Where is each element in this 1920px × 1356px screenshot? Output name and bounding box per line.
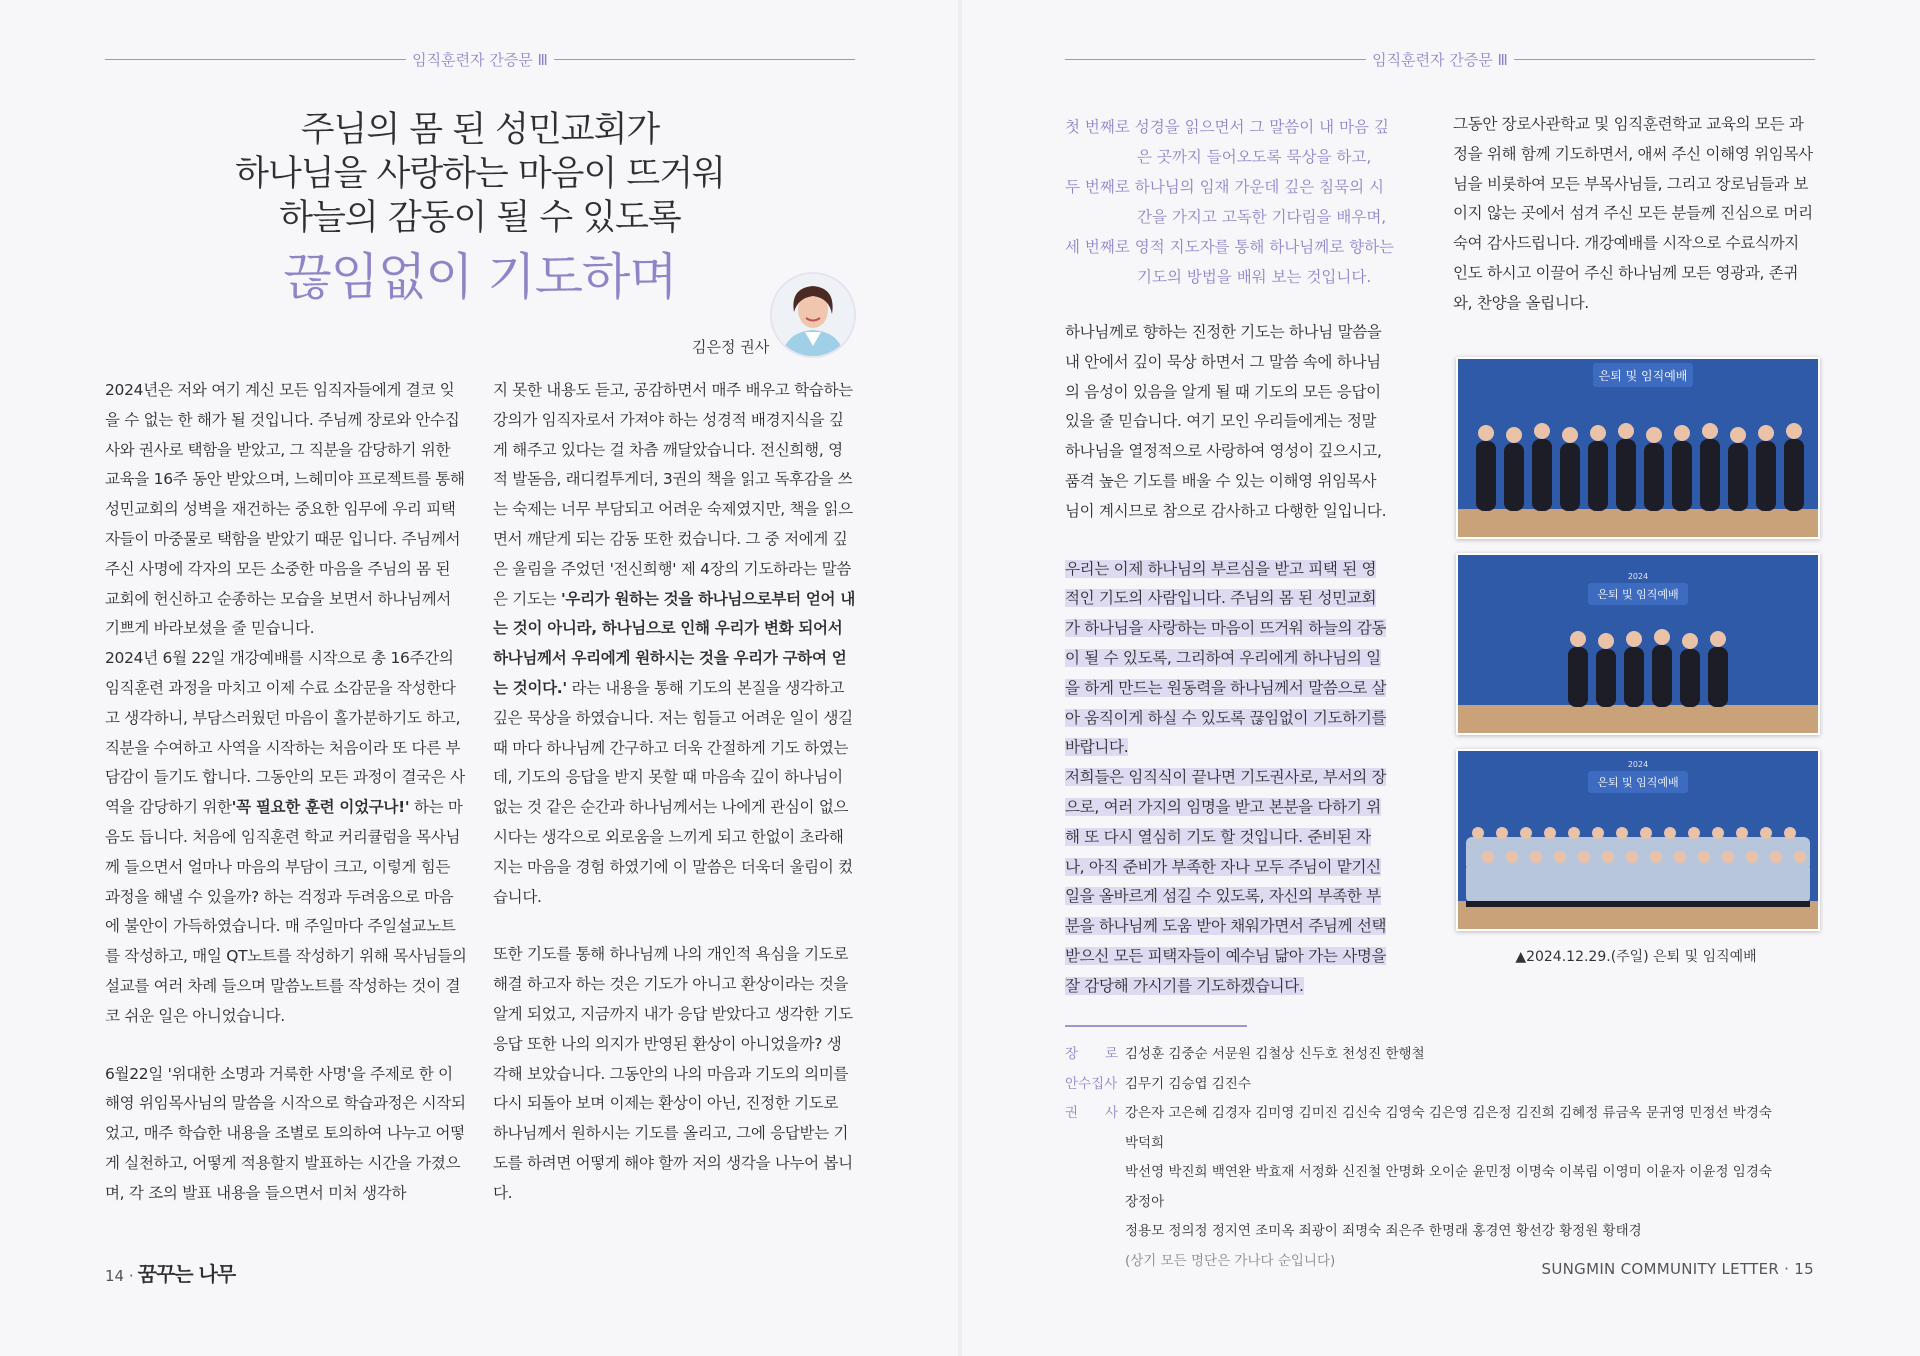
header-rule: [1514, 59, 1815, 60]
paragraph: 2024년은 저와 여기 계신 모든 임직자들에게 결코 잊을 수 없는 한 해가 될 것입니다. 주님께 장로와 안수집사와 권사로 택함을 받았고, 그 직분을 감당하기 위한 교육을 16주 동안 받았으며, 느헤미야 프로젝트를 통해 성민교회의 성벽을 재건하는 중요한 임무에 우리 피택자들이 마중물로 택함을 받았기 때문 입니다. 주님께서 주신 사명에 각자의 모든 소중한 마음을 주님의 몸 된 교회에 헌신하고 순종하는 모습을 보면서 하나님께서 기쁘게 바라보셨을 줄 믿습니다.: [105, 381, 465, 638]
stage-banner: 은퇴 및 임직예배: [1597, 776, 1679, 789]
body-column-1: [105, 376, 467, 1209]
roster-names: 강은자 고은혜 김경자 김미영 김미진 김신숙 김영숙 김은영 김은정 김진희 김혜정 류금옥 문귀영 민정선 박경숙 박덕희: [1125, 1105, 1772, 1151]
author-portrait: [770, 272, 856, 358]
emphasis: '꼭 필요한 훈련 이었구나!': [231, 798, 410, 817]
roster-rule: [1065, 1025, 1247, 1027]
body-column-4: [1453, 110, 1815, 319]
roster-row: [1065, 1099, 1785, 1158]
header-rule: [554, 59, 855, 60]
page-number: 14 ·: [105, 1267, 134, 1285]
roster-row: [1065, 1217, 1785, 1247]
title-line-1: 주님의 몸 된 성민교회가: [300, 110, 660, 150]
prayer-steps: [1065, 112, 1395, 292]
section-label: 임직훈련자 간증문 Ⅲ: [412, 50, 548, 69]
photo-deaconesses: [1456, 749, 1820, 931]
paragraph: 6월22일 '위대한 소명과 거룩한 사명'을 주제로 한 이해영 위임목사님의 말씀을 시작으로 학습과정은 시작되었고, 매주 학습한 내용을 조별로 토의하여 나누고 어떻게 실천하고, 어떻게 적용할지 발표하는 시간을 가졌으며, 각 조의 발표 내용을 들으면서 미처 생각하: [105, 1064, 466, 1202]
paragraph: 그동안 장로사관학교 및 임직훈련학교 교육의 모든 과정을 위해 함께 기도하면서, 애써 주신 이해영 위임목사님을 비롯하여 모든 부목사님들, 그리고 장로님들과 보이지 않는 곳에서 섬겨 주신 모든 분들께 진심으로 머리 숙여 감사드립니다. 개강예배를 시작으로 수료식까지 인도 하시고 이끌어 주신 하나님께 모든 영광과, 존귀와, 찬양을 올립니다.: [1453, 115, 1813, 312]
roster-row: [1065, 1040, 1785, 1070]
group-photo: [1458, 555, 1818, 733]
title-accent: 끊임없이 기도하며: [283, 248, 677, 306]
group-photo: [1458, 751, 1818, 929]
portrait-image: [772, 274, 854, 356]
roster-names: 정용모 정의정 정지연 조미옥 죄광이 죄명숙 죄은주 한명래 홍경연 황선강 황정원 황태경: [1125, 1223, 1642, 1239]
roster-names: 김성훈 김중순 서문원 김철상 신두호 천성진 한행철: [1125, 1046, 1425, 1062]
title-line-2: 하나님을 사랑하는 마음이 뜨거워: [235, 154, 725, 194]
highlighted-paragraph: 우리는 이제 하나님의 부르심을 받고 피택 된 영적인 기도의 사람입니다. 주님의 몸 된 성민교회가 하나님을 사랑하는 마음이 뜨거워 하늘의 감동이 될 수 있도록, 그리하여 우리에게 하나님의 일을 하게 만드는 원동력을 하나님께서 말씀으로 살아 움직이게 하실 수 있도록 끊임없이 기도하기를 바랍니다.: [1065, 559, 1387, 757]
article-title: [100, 108, 860, 312]
body-column-2: [493, 376, 855, 1209]
paragraph: 하나님께로 향하는 진정한 기도는 하나님 말씀을 내 안에서 깊이 묵상 하면서 그 말씀 속에 하나님의 음성이 있음을 알게 될 때 기도의 모든 응답이 있을 줄 믿습니다. 여기 모인 우리들에게는 정말 하나님을 열정적으로 사랑하여 영성이 깊으시고, 품격 높은 기도를 배울 수 있는 이해영 위임목사님이 계시므로 참으로 감사하고 다행한 일입니다.: [1065, 323, 1387, 520]
paragraph: 지 못한 내용도 듣고, 공감하면서 매주 배우고 학습하는 강의가 임직자로서 가져야 하는 성경적 배경지식을 깊게 해주고 있다는 걸 차츰 깨달았습니다. 전신희행, 영적 발돋음, 래디컬투게더, 3권의 책을 읽고 독후감을 쓰는 숙제는 너무 부담되고 어려운 숙제였지만, 책을 읽으면서 깨닫게 되는 감동 또한 컸습니다. 그 중 저에게 깊은 울림을 주었던 '전신희행' 제 4장의 기도하라는 말씀은 기도는 '우리가 원하는 것을 하나님으로부터 얻어 내는 것이 아니라, 하나님으로 인해 우리가 변화 되어서 하나님께서 우리에게 원하시는 것을 우리가 구하여 얻는 것이다.' 라는 내용을 통해 기도의 본질을 생각하고 깊은 묵상을 하였습니다. 저는 힘들고 어려운 일이 생길 때 마다 하나님께 간구하고 더욱 간절하게 기도 하였는데, 기도의 응답을 받지 못할 때 마음속 깊이 하나님이 없는 것 같은 순간과 하나님께서는 나에게 관심이 없으시다는 생각으로 외로움을 느끼게 되고 한없이 초라해 지는 마음을 경험 하였기에 이 말씀은 더욱더 울림이 컸습니다.: [493, 381, 855, 906]
roster-names: 박선영 박진희 백연완 박효재 서정화 신진철 안명화 오이순 윤민정 이명숙 이복림 이영미 이윤자 이윤정 임경숙 장정아: [1125, 1164, 1772, 1210]
roster-row: [1065, 1158, 1785, 1217]
photo-deacons: [1456, 553, 1820, 735]
stage-banner: 은퇴 및 임직예배: [1597, 588, 1679, 601]
emphasis: '우리가 원하는 것을 하나님으로부터 얻어 내는 것이 아니라, 하나님으로 인해 우리가 변화 되어서 하나님께서 우리에게 원하시는 것을 우리가 구하여 얻는 것이다.': [493, 589, 855, 697]
page-footer-right: SUNGMIN COMMUNITY LETTER · 15: [1541, 1260, 1814, 1278]
title-line-3: 하늘의 감동이 될 수 있도록: [279, 198, 681, 238]
roster-role: [1065, 1158, 1125, 1217]
body-column-3: [1065, 318, 1387, 1002]
stage-banner: 은퇴 및 임직예배: [1598, 369, 1688, 383]
banner-year: 2024: [1627, 760, 1649, 769]
roster-row: [1065, 1070, 1785, 1100]
page-footer-left: [105, 1258, 235, 1287]
prayer-step: 두 번째로 하나님의 임재 가운데 깊은 침묵의 시간을 가지고 고독한 기다림을 배우며,: [1065, 178, 1387, 226]
section-label: 임직훈련자 간증문 Ⅲ: [1372, 50, 1508, 69]
right-page: [960, 0, 1920, 1356]
header-rule: [105, 59, 406, 60]
prayer-step: 첫 번째로 성경을 읽으면서 그 말씀이 내 마음 깊은 곳까지 들어오도록 묵상을 하고,: [1065, 118, 1389, 166]
highlighted-paragraph: 저희들은 임직식이 끝나면 기도권사로, 부서의 장으로, 여러 가지의 임명을 받고 본분을 다하기 위해 또 다시 열심히 기도 할 것입니다. 준비된 자나, 아직 준비가 부족한 자나 모두 주님이 맡기신 일을 올바르게 섬길 수 있도록, 자신의 부족한 부분을 하나님께 도움 받아 채워가면서 주님께 선택받으신 모든 피택자들이 예수님 닮아 가는 사명을 잘 감당해 가시기를 기도하겠습니다.: [1065, 768, 1387, 995]
photo-caption: ▲2024.12.29.(주일) 은퇴 및 임직예배: [1515, 949, 1757, 965]
magazine-logo: 꿈꾸는 나무: [137, 1262, 236, 1286]
photo-elders: [1456, 357, 1820, 539]
roster-note: (상기 모든 명단은 가나다 순입니다): [1125, 1252, 1336, 1269]
paragraph: 2024년 6월 22일 개강예배를 시작으로 총 16주간의 임직훈련 과정을 마치고 이제 수료 소감문을 작성한다고 생각하니, 부담스러웠던 마음이 홀가분하기도 하고, 직분을 수여하고 사역을 시작하는 처음이라 또 다른 부담감이 들기도 합니다. 그동안의 모든 과정이 결국은 사역을 감당하기 위한'꼭 필요한 훈련 이었구나!' 하는 마음도 듭니다. 처음에 임직훈련 학교 커리큘럼을 목사님께 들으면서 얼마나 마음의 부담이 크고, 이렇게 힘든 과정을 해낼 수 있을까? 하는 걱정과 두려움으로 마음에 불안이 가득하였습니다. 매 주일마다 주일설교노트를 작성하고, 매일 QT노트를 작성하기 위해 목사님들의 설교를 여러 차례 들으며 말씀노트를 작성하는 것이 결코 쉬운 일은 아니었습니다.: [105, 649, 467, 1025]
roster-role: 안수집사: [1065, 1075, 1118, 1092]
paragraph: 또한 기도를 통해 하나님께 나의 개인적 욕심을 기도로 해결 하고자 하는 것은 기도가 아니고 환상이라는 것을 알게 되었고, 지금까지 내가 응답 받았다고 생각한 기도응답 또한 나의 의지가 반영된 환상이 아니었을까? 생각해 보았습니다. 그동안의 나의 마음과 기도의 의미를 다시 되돌아 보며 이제는 환상이 아닌, 진정한 기도로 하나님께서 원하시는 기도를 올리고, 그에 응답받는 기도를 하려면 어떻게 해야 할까 저의 생각을 나누어 봅니다.: [493, 945, 853, 1202]
roster-role: 장 로: [1065, 1046, 1119, 1062]
group-photo: [1458, 359, 1818, 537]
roster-names: 김무기 김승엽 김진수: [1125, 1075, 1251, 1092]
section-header-right: [1065, 48, 1815, 70]
roster-role: [1065, 1217, 1125, 1247]
roster-role: 권 사: [1065, 1105, 1119, 1121]
header-rule: [1065, 59, 1366, 60]
banner-year: 2024: [1627, 572, 1649, 581]
ordination-roster: [1065, 1040, 1785, 1276]
section-header-left: [105, 48, 855, 70]
prayer-step: 세 번째로 영적 지도자를 통해 하나님께로 향하는 기도의 방법을 배워 보는 것입니다.: [1065, 238, 1395, 286]
author-name: 김은정 권사: [692, 338, 770, 356]
